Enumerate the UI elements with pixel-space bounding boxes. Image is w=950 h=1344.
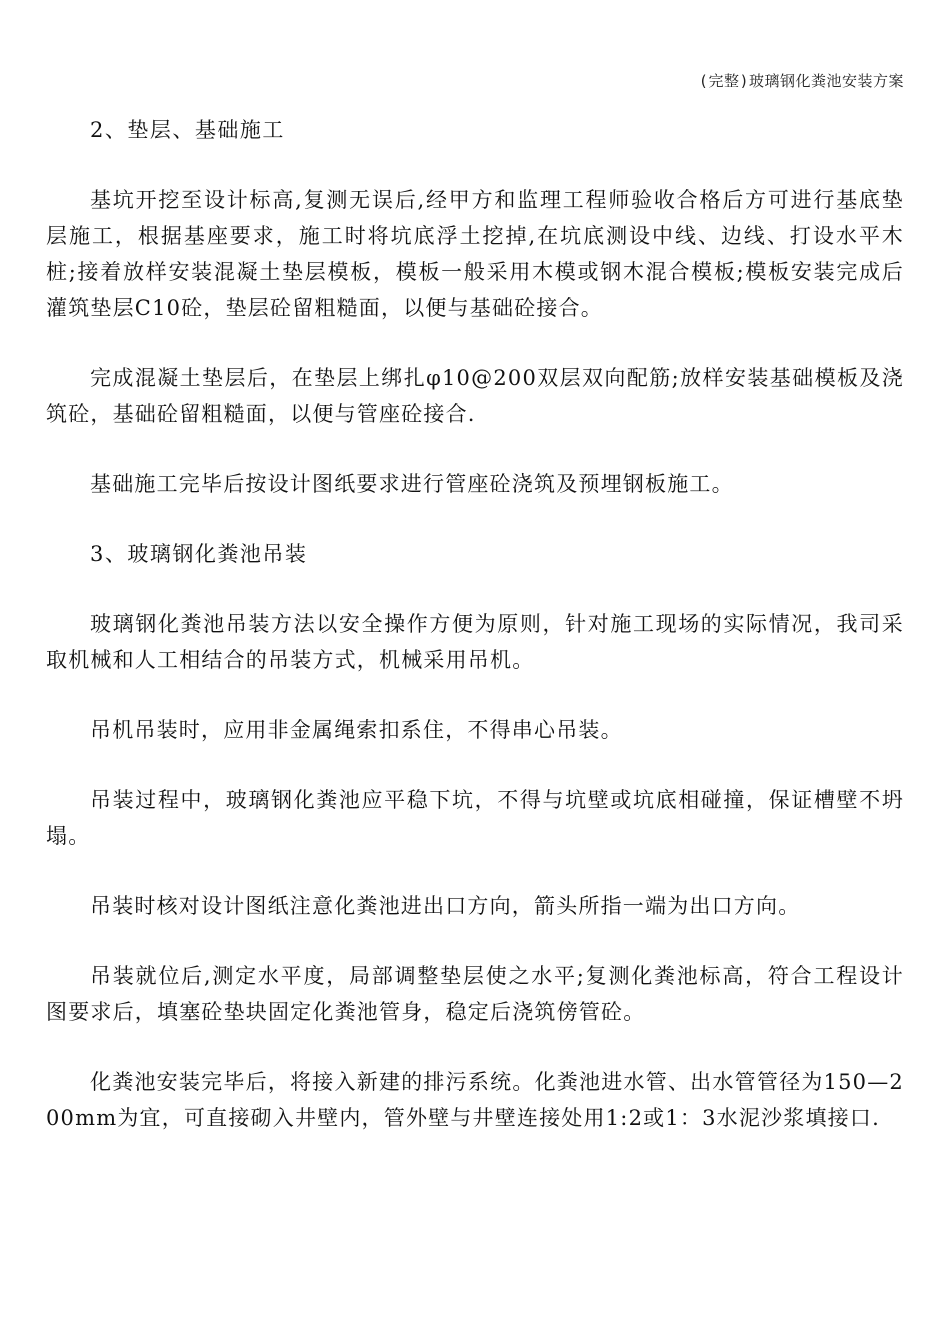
paragraph: 化粪池安装完毕后，将接入新建的排污系统。化粪池进水管、出水管管径为150—200mm为宜，可直接砌入井壁内，管外壁与井壁连接处用1:2或1：3水泥沙浆填接口. — [46, 1070, 904, 1130]
paragraph: 吊装就位后,测定水平度，局部调整垫层使之水平;复测化粪池标高，符合工程设计图要求后，填塞砼垫块固定化粪池管身，稳定后浇筑傍管砼。 — [46, 964, 904, 1024]
running-header: (完整)玻璃钢化粪池安装方案 — [698, 72, 904, 90]
document-body — [46, 112, 904, 1166]
paragraph: 基础施工完毕后按设计图纸要求进行管座砼浇筑及预埋钢板施工。 — [90, 472, 734, 496]
paragraph: 吊装过程中，玻璃钢化粪池应平稳下坑，不得与坑壁或坑底相碰撞，保证槽壁不坍塌。 — [46, 788, 904, 848]
section-heading-2: 2、垫层、基础施工 — [90, 118, 285, 142]
paragraph: 吊机吊装时，应用非金属绳索扣系住，不得串心吊装。 — [90, 718, 623, 742]
paragraph: 吊装时核对设计图纸注意化粪池进出口方向，箭头所指一端为出口方向。 — [90, 894, 801, 918]
paragraph: 基坑开挖至设计标高,复测无误后,经甲方和监理工程师验收合格后方可进行基底垫层施工，根据基座要求，施工时将坑底浮土挖掉,在坑底测设中线、边线、打设水平木桩;接着放样安装混凝土垫层模板，模板一般采用木模或钢木混合模板;模板安装完成后灌筑垫层C10砼，垫层砼留粗糙面，以便与基础砼接合。 — [46, 188, 904, 320]
paragraph: 完成混凝土垫层后，在垫层上绑扎φ10@200双层双向配筋;放样安装基础模板及浇筑砼，基础砼留粗糙面，以便与管座砼接合. — [46, 366, 904, 426]
paragraph: 玻璃钢化粪池吊装方法以安全操作方便为原则，针对施工现场的实际情况，我司采取机械和人工相结合的吊装方式，机械采用吊机。 — [46, 612, 904, 672]
section-heading-3: 3、玻璃钢化粪池吊装 — [90, 542, 308, 566]
